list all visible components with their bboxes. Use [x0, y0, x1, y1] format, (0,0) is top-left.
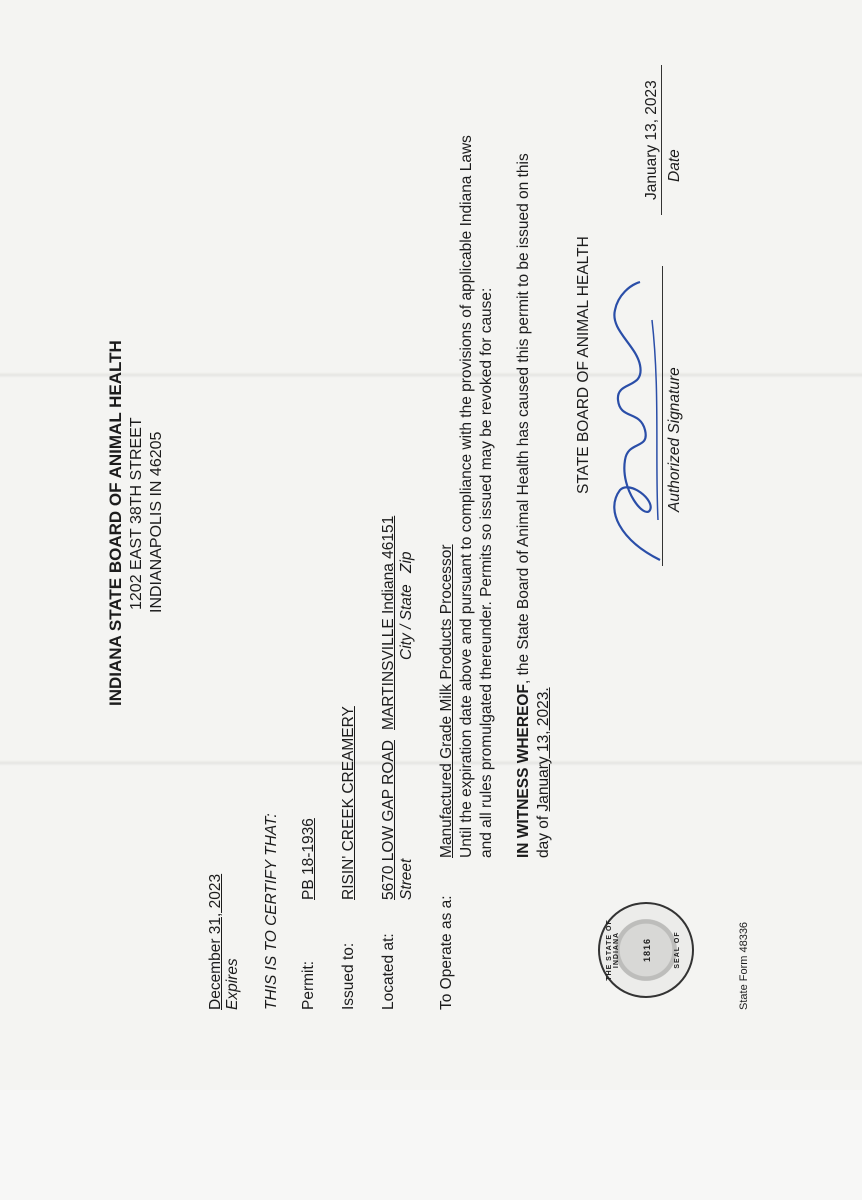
city-state-zip: MARTINSVILLE Indiana 46151 [380, 515, 397, 730]
board-street: 1202 EAST 38TH STREET [128, 417, 145, 610]
witness-date: January 13, 2023. [535, 687, 552, 812]
street-caption: Street [398, 858, 415, 900]
signature-caption: Authorized Signature [666, 367, 683, 512]
witness-rest: , the State Board of Animal Health has caused this permit to be issued on this [515, 153, 532, 685]
board-city: INDIANAPOLIS IN 46205 [148, 431, 165, 613]
expiration-date: December 31, 2023 [207, 873, 224, 1010]
zip-caption: Zip [398, 551, 415, 573]
terms-line-2: and all rules promulgated thereunder. Permits so issued may be revoked for cause: [478, 287, 495, 858]
seal-bottom-text: SEAL OF [674, 931, 681, 969]
operation-type: Manufactured Grade Milk Products Processor [438, 544, 455, 858]
operate-label: To Operate as a: [438, 895, 455, 1010]
signed-date: January 13, 2023 [643, 80, 660, 200]
state-seal [598, 902, 694, 998]
state-form-number: State Form 48336 [738, 921, 750, 1010]
permit-number: PB 18-1936 [300, 818, 317, 900]
witness-prefix: day of [535, 811, 552, 858]
located-label: Located at: [380, 933, 397, 1010]
expires-caption: Expires [224, 958, 241, 1010]
witness-line-1 [515, 153, 533, 858]
signature-line [662, 266, 663, 566]
certify-heading: THIS IS TO CERTIFY THAT: [263, 813, 280, 1010]
witness-line-2 [535, 687, 553, 858]
board-title: INDIANA STATE BOARD OF ANIMAL HEALTH [106, 340, 125, 706]
terms-line-1: Until the expiration date above and pursuant to compliance with the provisions of applicable Indiana Laws [458, 135, 475, 858]
permit-label: Permit: [300, 960, 317, 1010]
board-signature-title: STATE BOARD OF ANIMAL HEALTH [575, 236, 592, 494]
seal-top-text: THE STATE OF INDIANA [606, 919, 620, 981]
witness-bold: IN WITNESS WHEREOF [515, 684, 532, 858]
issued-to-name: RISIN' CREEK CREAMERY [340, 706, 357, 900]
date-caption: Date [666, 149, 683, 182]
issued-label: Issued to: [340, 942, 357, 1010]
seal-year: 1816 [642, 937, 652, 963]
street-address: 5670 LOW GAP ROAD [380, 740, 397, 900]
date-line [661, 65, 662, 215]
city-state-caption: City / State [398, 584, 415, 660]
handwritten-signature [600, 280, 670, 580]
